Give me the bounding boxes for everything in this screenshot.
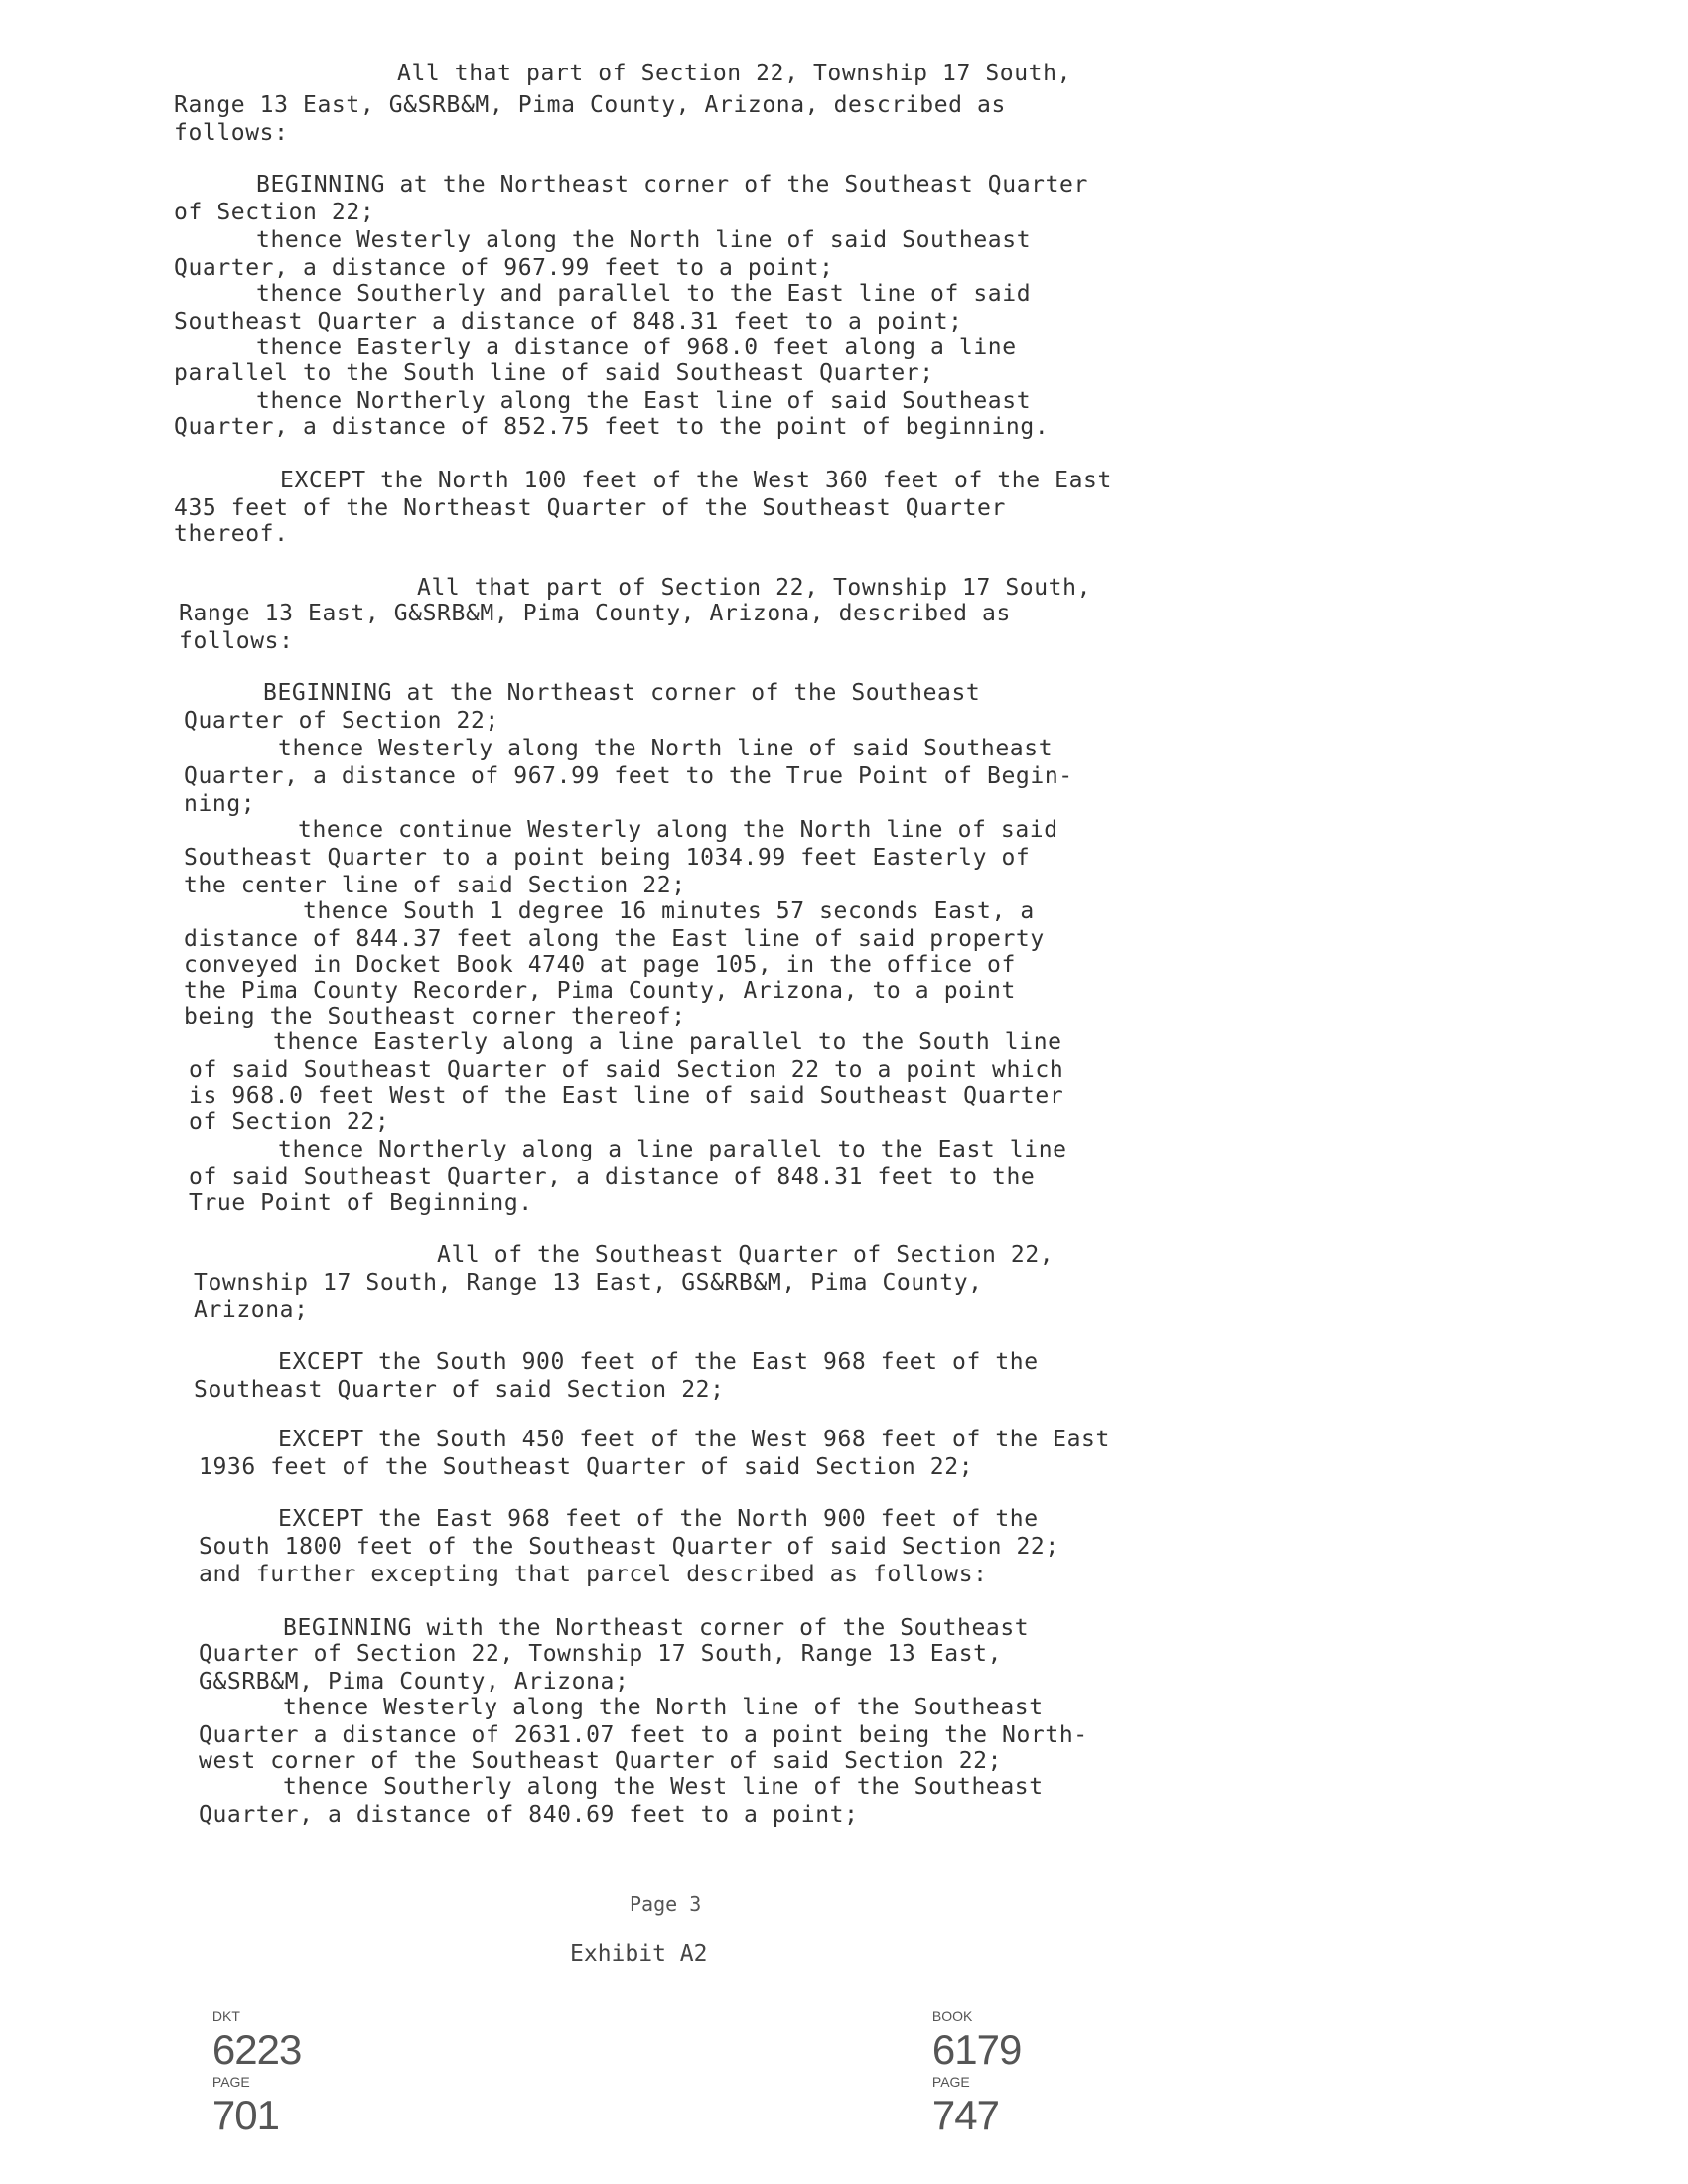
document-line: All that part of Section 22, Township 17 South, xyxy=(417,575,1092,601)
document-line: Southeast Quarter to a point being 1034.99 feet Easterly of xyxy=(184,845,1031,871)
document-line: thence Westerly along the North line of said Southeast xyxy=(278,736,1054,761)
document-line: and further excepting that parcel described as follows: xyxy=(199,1562,988,1587)
document-line: Range 13 East, G&SRB&M, Pima County, Arizona, described as xyxy=(174,92,1006,118)
document-line: thence Westerly along the North line of the Southeast xyxy=(283,1695,1044,1720)
document-line: Township 17 South, Range 13 East, GS&RB&M, Pima County, xyxy=(194,1270,983,1296)
document-line: Quarter, a distance of 840.69 feet to a point; xyxy=(199,1802,859,1828)
stamp-page: 701 xyxy=(211,2092,279,2138)
document-line: parallel to the South line of said Southeast Quarter; xyxy=(174,360,934,386)
document-line: follows: xyxy=(179,628,294,654)
document-line: G&SRB&M, Pima County, Arizona; xyxy=(199,1669,630,1695)
document-line: All that part of Section 22, Township 17 South, xyxy=(397,61,1072,86)
document-line: Quarter of Section 22; xyxy=(184,708,499,734)
stamp-page-label: PAGE xyxy=(931,2074,970,2090)
document-line: Quarter, a distance of 852.75 feet to the point of beginning. xyxy=(174,414,1050,440)
page-number: Page 3 xyxy=(630,1892,702,1916)
document-line: EXCEPT the South 450 feet of the West 968 feet of the East xyxy=(278,1427,1110,1452)
document-line: thence Easterly a distance of 968.0 feet along a line xyxy=(256,335,1017,360)
document-line: west corner of the Southeast Quarter of said Section 22; xyxy=(199,1748,1003,1774)
document-line: 435 feet of the Northeast Quarter of the Southeast Quarter xyxy=(174,495,1006,521)
document-line: Arizona; xyxy=(194,1297,309,1323)
document-line: of Section 22; xyxy=(189,1109,390,1135)
exhibit-label: Exhibit A2 xyxy=(570,1941,708,1967)
document-line: follows: xyxy=(174,120,289,146)
stamp-page-label: PAGE xyxy=(211,2074,250,2090)
stamp-number: 6223 xyxy=(211,2026,302,2073)
document-line: BEGINNING with the Northeast corner of the Southeast xyxy=(283,1615,1030,1641)
document-line: BEGINNING at the Northeast corner of the Southeast Quarter xyxy=(256,172,1088,198)
document-line: the Pima County Recorder, Pima County, Arizona, to a point xyxy=(184,978,1016,1004)
document-line: thence Southerly and parallel to the East line of said xyxy=(256,281,1032,307)
stamp-number: 6179 xyxy=(931,2026,1022,2073)
stamp-page: 747 xyxy=(931,2092,999,2138)
document-line: thence Northerly along a line parallel to the East line xyxy=(278,1137,1067,1162)
document-line: thereof. xyxy=(174,521,289,547)
document-line: of Section 22; xyxy=(174,200,375,225)
document-line: Range 13 East, G&SRB&M, Pima County, Arizona, described as xyxy=(179,601,1011,626)
document-line: Quarter, a distance of 967.99 feet to the True Point of Begin- xyxy=(184,763,1073,789)
document-line: of said Southeast Quarter, a distance of 848.31 feet to the xyxy=(189,1164,1036,1190)
document-line: Quarter a distance of 2631.07 feet to a point being the North- xyxy=(199,1722,1088,1748)
document-line: being the Southeast corner thereof; xyxy=(184,1004,686,1029)
document-line: Quarter of Section 22, Township 17 South, Range 13 East, xyxy=(199,1641,1003,1667)
document-line: Southeast Quarter a distance of 848.31 feet to a point; xyxy=(174,309,963,335)
document-line: 1936 feet of the Southeast Quarter of said Section 22; xyxy=(199,1454,974,1480)
document-line: True Point of Beginning. xyxy=(189,1190,533,1216)
document-line: South 1800 feet of the Southeast Quarter of said Section 22; xyxy=(199,1534,1059,1560)
document-line: thence South 1 degree 16 minutes 57 seconds East, a xyxy=(303,898,1035,924)
stamp-prefix: BOOK xyxy=(931,2008,973,2024)
document-line: thence continue Westerly along the North line of said xyxy=(298,817,1058,843)
document-line: distance of 844.37 feet along the East line of said property xyxy=(184,926,1045,952)
document-line: All of the Southeast Quarter of Section 22, xyxy=(437,1242,1055,1268)
document-line: BEGINNING at the Northeast corner of the Southeast xyxy=(263,680,981,706)
document-line: EXCEPT the East 968 feet of the North 900 feet of the xyxy=(278,1506,1039,1532)
document-line: EXCEPT the North 100 feet of the West 360 feet of the East xyxy=(280,468,1112,493)
stamp-prefix: DKT xyxy=(211,2008,240,2024)
document-line: thence Easterly along a line parallel to the South line xyxy=(273,1029,1062,1055)
document-line: Quarter, a distance of 967.99 feet to a point; xyxy=(174,255,834,281)
document-line: is 968.0 feet West of the East line of said Southeast Quarter xyxy=(189,1083,1064,1109)
document-line: thence Westerly along the North line of said Southeast xyxy=(256,227,1032,253)
document-line: Southeast Quarter of said Section 22; xyxy=(194,1377,725,1403)
recording-stamp-right xyxy=(923,1990,1021,2139)
document-line: thence Northerly along the East line of said Southeast xyxy=(256,388,1032,414)
document-line: conveyed in Docket Book 4740 at page 105, in the office of xyxy=(184,952,1016,978)
document-line: ning; xyxy=(184,791,256,817)
document-line: thence Southerly along the West line of the Southeast xyxy=(283,1774,1044,1800)
document-line: the center line of said Section 22; xyxy=(184,873,686,898)
document-line: of said Southeast Quarter of said Section 22 to a point which xyxy=(189,1057,1064,1083)
document-line: EXCEPT the South 900 feet of the East 968 feet of the xyxy=(278,1349,1039,1375)
recording-stamp-left xyxy=(204,1990,301,2139)
